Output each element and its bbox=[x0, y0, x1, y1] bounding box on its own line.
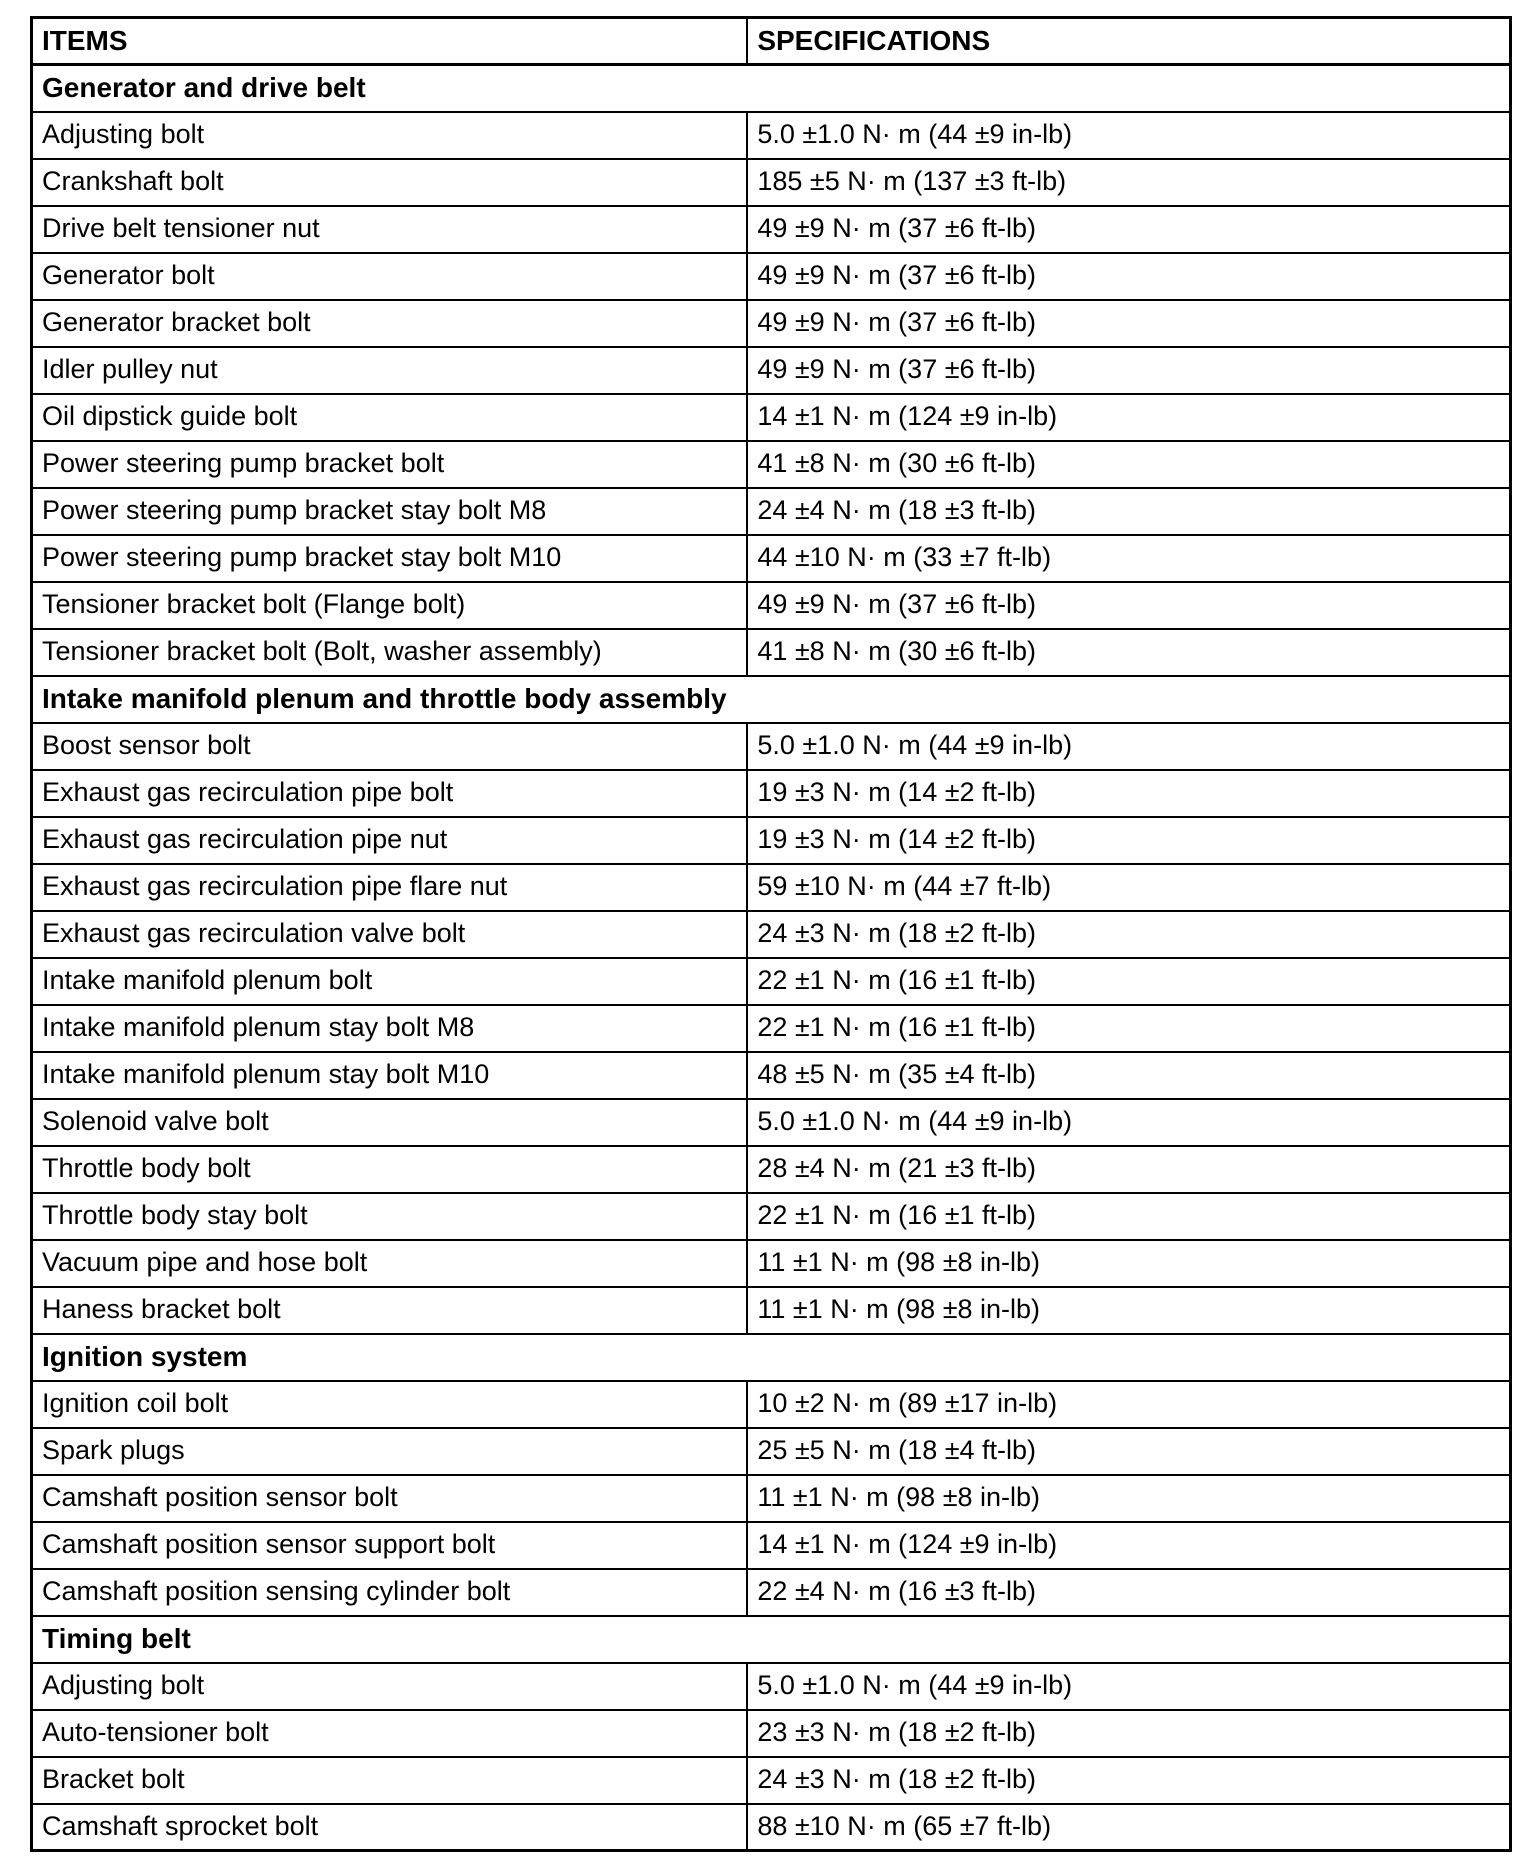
spec-cell: 11 ±1 N· m (98 ±8 in-lb) bbox=[747, 1475, 1510, 1522]
spec-cell: 14 ±1 N· m (124 ±9 in-lb) bbox=[747, 394, 1510, 441]
table-row bbox=[32, 1052, 1511, 1099]
table-row bbox=[32, 1287, 1511, 1334]
table-row bbox=[32, 206, 1511, 253]
item-cell: Haness bracket bolt bbox=[32, 1287, 748, 1334]
spec-cell: 59 ±10 N· m (44 ±7 ft-lb) bbox=[747, 864, 1510, 911]
item-cell: Camshaft position sensor bolt bbox=[32, 1475, 748, 1522]
item-cell: Auto-tensioner bolt bbox=[32, 1710, 748, 1757]
table-row bbox=[32, 300, 1511, 347]
item-cell: Ignition coil bolt bbox=[32, 1381, 748, 1428]
item-cell: Generator bracket bolt bbox=[32, 300, 748, 347]
spec-cell: 22 ±1 N· m (16 ±1 ft-lb) bbox=[747, 958, 1510, 1005]
spec-cell: 49 ±9 N· m (37 ±6 ft-lb) bbox=[747, 347, 1510, 394]
item-cell: Crankshaft bolt bbox=[32, 159, 748, 206]
item-cell: Vacuum pipe and hose bolt bbox=[32, 1240, 748, 1287]
section-title: Intake manifold plenum and throttle body assembly bbox=[32, 676, 1511, 723]
item-cell: Exhaust gas recirculation valve bolt bbox=[32, 911, 748, 958]
spec-cell: 88 ±10 N· m (65 ±7 ft-lb) bbox=[747, 1804, 1510, 1851]
table-row bbox=[32, 1475, 1511, 1522]
table-row bbox=[32, 112, 1511, 159]
table-row bbox=[32, 911, 1511, 958]
table-row bbox=[32, 441, 1511, 488]
spec-cell: 24 ±3 N· m (18 ±2 ft-lb) bbox=[747, 1757, 1510, 1804]
spec-cell: 11 ±1 N· m (98 ±8 in-lb) bbox=[747, 1287, 1510, 1334]
table-row bbox=[32, 582, 1511, 629]
spec-cell: 49 ±9 N· m (37 ±6 ft-lb) bbox=[747, 206, 1510, 253]
item-cell: Adjusting bolt bbox=[32, 1663, 748, 1710]
item-cell: Adjusting bolt bbox=[32, 112, 748, 159]
item-cell: Spark plugs bbox=[32, 1428, 748, 1475]
table-row bbox=[32, 864, 1511, 911]
spec-cell: 11 ±1 N· m (98 ±8 in-lb) bbox=[747, 1240, 1510, 1287]
table-row bbox=[32, 1569, 1511, 1616]
spec-cell: 19 ±3 N· m (14 ±2 ft-lb) bbox=[747, 770, 1510, 817]
spec-cell: 5.0 ±1.0 N· m (44 ±9 in-lb) bbox=[747, 1099, 1510, 1146]
spec-cell: 49 ±9 N· m (37 ±6 ft-lb) bbox=[747, 300, 1510, 347]
table-row bbox=[32, 159, 1511, 206]
spec-cell: 5.0 ±1.0 N· m (44 ±9 in-lb) bbox=[747, 112, 1510, 159]
table-row bbox=[32, 1146, 1511, 1193]
table-row bbox=[32, 1240, 1511, 1287]
specifications-column-header: SPECIFICATIONS bbox=[747, 18, 1510, 65]
spec-cell: 185 ±5 N· m (137 ±3 ft-lb) bbox=[747, 159, 1510, 206]
section-header-row bbox=[32, 1616, 1511, 1663]
item-cell: Power steering pump bracket stay bolt M10 bbox=[32, 535, 748, 582]
spec-cell: 5.0 ±1.0 N· m (44 ±9 in-lb) bbox=[747, 1663, 1510, 1710]
item-cell: Power steering pump bracket bolt bbox=[32, 441, 748, 488]
table-row bbox=[32, 629, 1511, 676]
item-cell: Throttle body stay bolt bbox=[32, 1193, 748, 1240]
table-row bbox=[32, 253, 1511, 300]
spec-cell: 5.0 ±1.0 N· m (44 ±9 in-lb) bbox=[747, 723, 1510, 770]
table-row bbox=[32, 1710, 1511, 1757]
item-cell: Camshaft sprocket bolt bbox=[32, 1804, 748, 1851]
spec-cell: 24 ±3 N· m (18 ±2 ft-lb) bbox=[747, 911, 1510, 958]
spec-cell: 19 ±3 N· m (14 ±2 ft-lb) bbox=[747, 817, 1510, 864]
table-row bbox=[32, 958, 1511, 1005]
table-row bbox=[32, 488, 1511, 535]
table-row bbox=[32, 535, 1511, 582]
table-row bbox=[32, 1663, 1511, 1710]
table-row bbox=[32, 1428, 1511, 1475]
spec-cell: 22 ±1 N· m (16 ±1 ft-lb) bbox=[747, 1005, 1510, 1052]
spec-cell: 49 ±9 N· m (37 ±6 ft-lb) bbox=[747, 253, 1510, 300]
table-body bbox=[32, 65, 1511, 1851]
item-cell: Oil dipstick guide bolt bbox=[32, 394, 748, 441]
item-cell: Tensioner bracket bolt (Bolt, washer assembly) bbox=[32, 629, 748, 676]
table-row bbox=[32, 1005, 1511, 1052]
table-row bbox=[32, 394, 1511, 441]
item-cell: Tensioner bracket bolt (Flange bolt) bbox=[32, 582, 748, 629]
spec-cell: 22 ±1 N· m (16 ±1 ft-lb) bbox=[747, 1193, 1510, 1240]
spec-cell: 41 ±8 N· m (30 ±6 ft-lb) bbox=[747, 441, 1510, 488]
item-cell: Intake manifold plenum bolt bbox=[32, 958, 748, 1005]
section-title: Timing belt bbox=[32, 1616, 1511, 1663]
section-title: Ignition system bbox=[32, 1334, 1511, 1381]
spec-cell: 49 ±9 N· m (37 ±6 ft-lb) bbox=[747, 582, 1510, 629]
table-row bbox=[32, 1193, 1511, 1240]
item-cell: Power steering pump bracket stay bolt M8 bbox=[32, 488, 748, 535]
spec-cell: 44 ±10 N· m (33 ±7 ft-lb) bbox=[747, 535, 1510, 582]
section-header-row bbox=[32, 676, 1511, 723]
table-row bbox=[32, 1381, 1511, 1428]
item-cell: Bracket bolt bbox=[32, 1757, 748, 1804]
spec-cell: 25 ±5 N· m (18 ±4 ft-lb) bbox=[747, 1428, 1510, 1475]
item-cell: Intake manifold plenum stay bolt M10 bbox=[32, 1052, 748, 1099]
spec-cell: 14 ±1 N· m (124 ±9 in-lb) bbox=[747, 1522, 1510, 1569]
table-row bbox=[32, 723, 1511, 770]
spec-cell: 24 ±4 N· m (18 ±3 ft-lb) bbox=[747, 488, 1510, 535]
item-cell: Camshaft position sensing cylinder bolt bbox=[32, 1569, 748, 1616]
items-column-header: ITEMS bbox=[32, 18, 748, 65]
table-row bbox=[32, 770, 1511, 817]
section-header-row bbox=[32, 65, 1511, 112]
item-cell: Generator bolt bbox=[32, 253, 748, 300]
section-header-row bbox=[32, 1334, 1511, 1381]
item-cell: Intake manifold plenum stay bolt M8 bbox=[32, 1005, 748, 1052]
table-header-row bbox=[32, 18, 1511, 65]
table-row bbox=[32, 1804, 1511, 1851]
item-cell: Throttle body bolt bbox=[32, 1146, 748, 1193]
item-cell: Exhaust gas recirculation pipe flare nut bbox=[32, 864, 748, 911]
item-cell: Drive belt tensioner nut bbox=[32, 206, 748, 253]
section-title: Generator and drive belt bbox=[32, 65, 1511, 112]
item-cell: Boost sensor bolt bbox=[32, 723, 748, 770]
spec-cell: 28 ±4 N· m (21 ±3 ft-lb) bbox=[747, 1146, 1510, 1193]
spec-cell: 22 ±4 N· m (16 ±3 ft-lb) bbox=[747, 1569, 1510, 1616]
spec-cell: 48 ±5 N· m (35 ±4 ft-lb) bbox=[747, 1052, 1510, 1099]
table-row bbox=[32, 1099, 1511, 1146]
item-cell: Exhaust gas recirculation pipe nut bbox=[32, 817, 748, 864]
table-row bbox=[32, 1757, 1511, 1804]
item-cell: Solenoid valve bolt bbox=[32, 1099, 748, 1146]
spec-cell: 41 ±8 N· m (30 ±6 ft-lb) bbox=[747, 629, 1510, 676]
torque-spec-table bbox=[30, 16, 1512, 1852]
spec-cell: 10 ±2 N· m (89 ±17 in-lb) bbox=[747, 1381, 1510, 1428]
item-cell: Idler pulley nut bbox=[32, 347, 748, 394]
item-cell: Camshaft position sensor support bolt bbox=[32, 1522, 748, 1569]
table-row bbox=[32, 1522, 1511, 1569]
spec-cell: 23 ±3 N· m (18 ±2 ft-lb) bbox=[747, 1710, 1510, 1757]
item-cell: Exhaust gas recirculation pipe bolt bbox=[32, 770, 748, 817]
table-row bbox=[32, 347, 1511, 394]
table-row bbox=[32, 817, 1511, 864]
